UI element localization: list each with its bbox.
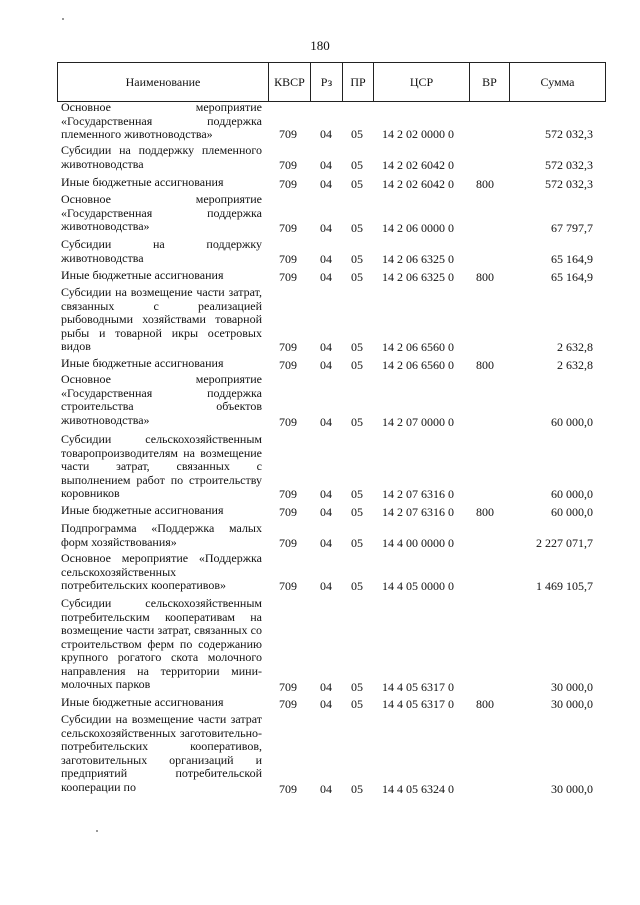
row-pr: 05 bbox=[351, 220, 363, 235]
table-row bbox=[57, 696, 605, 711]
row-csr: 14 4 05 6317 0 bbox=[382, 679, 454, 694]
row-csr: 14 2 02 0000 0 bbox=[382, 126, 454, 141]
row-kvsr: 709 bbox=[279, 578, 297, 593]
row-name: Субсидии на возмещение части затрат, связанных с реализацией рыбоводными хозяйствами товарной рыбы и товарной икры осетровых видов bbox=[61, 285, 262, 353]
row-name: Основное мероприятие «Государственная поддержка племенного животноводства» bbox=[61, 100, 262, 141]
row-sum: 60 000,0 bbox=[551, 414, 593, 429]
scan-mark bbox=[62, 18, 64, 20]
row-csr: 14 2 06 6560 0 bbox=[382, 339, 454, 354]
row-rz: 04 bbox=[320, 781, 332, 796]
row-pr: 05 bbox=[351, 578, 363, 593]
row-kvsr: 709 bbox=[279, 357, 297, 372]
row-name: Субсидии на поддержку животноводства bbox=[61, 237, 262, 265]
header-vr: ВР bbox=[470, 63, 510, 102]
row-pr: 05 bbox=[351, 357, 363, 372]
row-sum: 2 227 071,7 bbox=[536, 535, 593, 550]
row-name: Субсидии сельскохозяйственным товаропроизводителям на возмещение части затрат, связанных с выполнением работ по строительству коровников bbox=[61, 432, 262, 500]
row-vr: 800 bbox=[476, 269, 494, 284]
row-kvsr: 709 bbox=[279, 486, 297, 501]
row-rz: 04 bbox=[320, 126, 332, 141]
row-name: Субсидии сельскохозяйственным потребительским кооперативам на возмещение части затрат, связанных со строительством ферм по содержанию крупного рогатого скота молочного направления на территории мини-молочных парков bbox=[61, 596, 262, 691]
row-sum: 1 469 105,7 bbox=[536, 578, 593, 593]
table-row bbox=[57, 552, 605, 593]
row-kvsr: 709 bbox=[279, 504, 297, 519]
table-header bbox=[57, 62, 606, 102]
row-kvsr: 709 bbox=[279, 269, 297, 284]
table-row bbox=[57, 713, 605, 796]
row-pr: 05 bbox=[351, 251, 363, 266]
row-sum: 2 632,8 bbox=[557, 339, 593, 354]
table-row bbox=[57, 269, 605, 284]
row-csr: 14 4 05 6324 0 bbox=[382, 781, 454, 796]
row-sum: 60 000,0 bbox=[551, 504, 593, 519]
table-row bbox=[57, 176, 605, 191]
table-row bbox=[57, 522, 605, 550]
table-row bbox=[57, 193, 605, 235]
table-row bbox=[57, 504, 605, 519]
row-sum: 572 032,3 bbox=[545, 157, 593, 172]
row-csr: 14 2 06 6560 0 bbox=[382, 357, 454, 372]
table-row bbox=[57, 373, 605, 429]
row-name: Иные бюджетные ассигнования bbox=[61, 695, 224, 709]
row-sum: 30 000,0 bbox=[551, 696, 593, 711]
row-pr: 05 bbox=[351, 339, 363, 354]
row-kvsr: 709 bbox=[279, 220, 297, 235]
row-pr: 05 bbox=[351, 414, 363, 429]
row-vr: 800 bbox=[476, 504, 494, 519]
row-csr: 14 2 02 6042 0 bbox=[382, 176, 454, 191]
row-name: Иные бюджетные ассигнования bbox=[61, 503, 224, 517]
header-kvsr: КВСР bbox=[269, 63, 311, 102]
row-sum: 65 164,9 bbox=[551, 251, 593, 266]
row-kvsr: 709 bbox=[279, 696, 297, 711]
row-pr: 05 bbox=[351, 679, 363, 694]
row-pr: 05 bbox=[351, 126, 363, 141]
row-rz: 04 bbox=[320, 220, 332, 235]
row-rz: 04 bbox=[320, 357, 332, 372]
row-csr: 14 2 07 6316 0 bbox=[382, 504, 454, 519]
scan-mark bbox=[96, 830, 98, 832]
header-csr: ЦСР bbox=[374, 63, 470, 102]
row-vr: 800 bbox=[476, 357, 494, 372]
row-kvsr: 709 bbox=[279, 414, 297, 429]
row-rz: 04 bbox=[320, 269, 332, 284]
row-pr: 05 bbox=[351, 504, 363, 519]
row-csr: 14 2 06 0000 0 bbox=[382, 220, 454, 235]
row-rz: 04 bbox=[320, 696, 332, 711]
row-kvsr: 709 bbox=[279, 126, 297, 141]
row-sum: 30 000,0 bbox=[551, 679, 593, 694]
row-rz: 04 bbox=[320, 414, 332, 429]
row-pr: 05 bbox=[351, 269, 363, 284]
row-csr: 14 2 06 6325 0 bbox=[382, 269, 454, 284]
row-kvsr: 709 bbox=[279, 535, 297, 550]
row-name: Основное мероприятие «Поддержка сельскохозяйственных потребительских кооперативов» bbox=[61, 551, 262, 592]
row-name: Подпрограмма «Поддержка малых форм хозяйствования» bbox=[61, 521, 262, 549]
row-pr: 05 bbox=[351, 781, 363, 796]
table-row bbox=[57, 286, 605, 354]
row-vr: 800 bbox=[476, 176, 494, 191]
page-number: 180 bbox=[310, 38, 330, 53]
row-name: Субсидии на возмещение части затрат сельскохозяйственных заготовительно-потребительских кооперативов, заготовительных организаций и предприятий потребительской кооперации по bbox=[61, 712, 262, 794]
row-name: Основное мероприятие «Государственная поддержка строительства объектов животноводства» bbox=[61, 372, 262, 427]
row-name: Основное мероприятие «Государственная поддержка животноводства» bbox=[61, 192, 262, 233]
row-rz: 04 bbox=[320, 578, 332, 593]
row-sum: 65 164,9 bbox=[551, 269, 593, 284]
row-pr: 05 bbox=[351, 696, 363, 711]
table-row bbox=[57, 597, 605, 694]
row-csr: 14 2 06 6325 0 bbox=[382, 251, 454, 266]
row-csr: 14 4 00 0000 0 bbox=[382, 535, 454, 550]
row-csr: 14 2 07 0000 0 bbox=[382, 414, 454, 429]
row-csr: 14 2 02 6042 0 bbox=[382, 157, 454, 172]
row-pr: 05 bbox=[351, 486, 363, 501]
row-rz: 04 bbox=[320, 504, 332, 519]
header-sum: Сумма bbox=[510, 63, 606, 102]
row-rz: 04 bbox=[320, 535, 332, 550]
row-name: Иные бюджетные ассигнования bbox=[61, 268, 224, 282]
row-csr: 14 2 07 6316 0 bbox=[382, 486, 454, 501]
row-pr: 05 bbox=[351, 157, 363, 172]
row-rz: 04 bbox=[320, 176, 332, 191]
table-row bbox=[57, 433, 605, 501]
row-name: Иные бюджетные ассигнования bbox=[61, 356, 224, 370]
row-kvsr: 709 bbox=[279, 339, 297, 354]
row-rz: 04 bbox=[320, 486, 332, 501]
row-csr: 14 4 05 6317 0 bbox=[382, 696, 454, 711]
row-sum: 2 632,8 bbox=[557, 357, 593, 372]
row-sum: 572 032,3 bbox=[545, 126, 593, 141]
row-kvsr: 709 bbox=[279, 781, 297, 796]
row-kvsr: 709 bbox=[279, 251, 297, 266]
row-rz: 04 bbox=[320, 679, 332, 694]
row-name: Иные бюджетные ассигнования bbox=[61, 175, 224, 189]
header-name: Наименование bbox=[58, 63, 269, 102]
row-rz: 04 bbox=[320, 339, 332, 354]
row-kvsr: 709 bbox=[279, 157, 297, 172]
row-sum: 67 797,7 bbox=[551, 220, 593, 235]
header-pr: ПР bbox=[343, 63, 374, 102]
row-kvsr: 709 bbox=[279, 176, 297, 191]
row-name: Субсидии на поддержку племенного животноводства bbox=[61, 143, 262, 171]
table-row bbox=[57, 144, 605, 172]
row-sum: 30 000,0 bbox=[551, 781, 593, 796]
row-rz: 04 bbox=[320, 157, 332, 172]
table-row bbox=[57, 238, 605, 266]
table-row bbox=[57, 357, 605, 372]
row-rz: 04 bbox=[320, 251, 332, 266]
row-kvsr: 709 bbox=[279, 679, 297, 694]
row-sum: 572 032,3 bbox=[545, 176, 593, 191]
row-pr: 05 bbox=[351, 176, 363, 191]
table-row bbox=[57, 101, 605, 141]
row-vr: 800 bbox=[476, 696, 494, 711]
row-csr: 14 4 05 0000 0 bbox=[382, 578, 454, 593]
row-sum: 60 000,0 bbox=[551, 486, 593, 501]
header-rz: Рз bbox=[311, 63, 343, 102]
row-pr: 05 bbox=[351, 535, 363, 550]
